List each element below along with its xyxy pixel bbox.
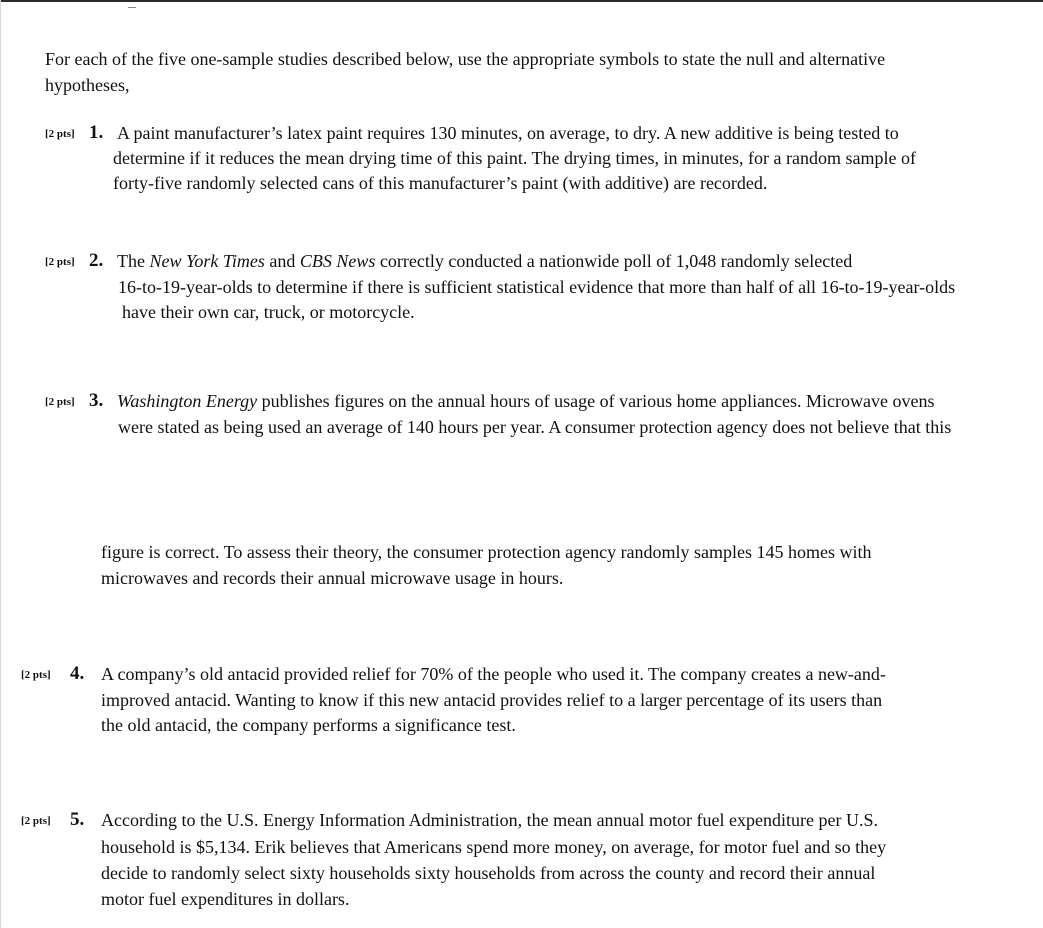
question-4-line-1: A company’s old antacid provided relief for 70% of the people who used it. The company creates a new-and- bbox=[101, 664, 886, 684]
question-1-points: [2 pts] bbox=[45, 128, 75, 140]
source-cbs-news: CBS News bbox=[299, 251, 376, 271]
instructions-line-1: For each of the five one-sample studies described below, use the appropriate symbols to state the null and alternative bbox=[45, 49, 886, 69]
question-3-line-1 bbox=[117, 389, 935, 415]
question-3-line-2: were stated as being used an average of 140 hours per year. A consumer protection agency does not believe that this bbox=[118, 417, 952, 437]
question-1-line-3: forty-five randomly selected cans of this manufacturer’s paint (with additive) are recorded. bbox=[113, 173, 768, 193]
question-2-line-1-mid: and bbox=[264, 251, 300, 271]
question-5-line-1: According to the U.S. Energy Information Administration, the mean annual motor fuel expenditure per U.S. bbox=[101, 810, 878, 830]
page-top-border bbox=[0, 0, 1043, 2]
question-2-number: 2. bbox=[89, 250, 104, 271]
source-washington-energy: Washington Energy bbox=[117, 391, 258, 411]
instructions-line-2: hypotheses, bbox=[45, 74, 130, 95]
question-2-line-1 bbox=[117, 249, 852, 275]
question-2-line-2: 16-to-19-year-olds to determine if there is sufficient statistical evidence that more than half of all 16-to-19-year-olds bbox=[118, 277, 956, 297]
question-4-line-3: the old antacid, the company performs a significance test. bbox=[101, 715, 516, 735]
question-5-line-3: decide to randomly select sixty households sixty households from across the county and record their annual bbox=[101, 863, 876, 883]
question-4-line-2: improved antacid. Wanting to know if this new antacid provides relief to a larger percentage of its users than bbox=[101, 690, 883, 710]
question-1-line-2: determine if it reduces the mean drying time of this paint. The drying times, in minutes, for a random sample of bbox=[113, 148, 916, 168]
question-1-number: 1. bbox=[89, 122, 104, 143]
question-2-points: [2 pts] bbox=[45, 256, 75, 268]
question-5-line-2: household is $5,134. Erik believes that Americans spend more money, on average, for motor fuel and so they bbox=[101, 837, 887, 857]
page-left-border bbox=[0, 0, 1, 928]
question-3-line-1-post: publishes figures on the annual hours of usage of various home appliances. Microwave ovens bbox=[257, 391, 935, 411]
question-1-line-1: A paint manufacturer’s latex paint requires 130 minutes, on average, to dry. A new additive is being tested to bbox=[117, 123, 899, 143]
question-5-number: 5. bbox=[70, 809, 85, 830]
question-3-line-3: figure is correct. To assess their theory, the consumer protection agency randomly samples 145 homes with bbox=[101, 542, 872, 562]
question-4-number: 4. bbox=[70, 663, 85, 684]
source-new-york-times: New York Times bbox=[149, 251, 265, 271]
question-3-points: [2 pts] bbox=[45, 396, 75, 408]
page-top-mark bbox=[128, 7, 136, 8]
question-3-number: 3. bbox=[89, 390, 104, 411]
question-2-line-3: have their own car, truck, or motorcycle. bbox=[122, 302, 415, 322]
question-5-line-4: motor fuel expenditures in dollars. bbox=[101, 889, 350, 909]
question-2-line-1-pre: The bbox=[117, 251, 150, 271]
question-4-points: [2 pts] bbox=[21, 669, 51, 681]
question-2-line-1-post: correctly conducted a nationwide poll of 1,048 randomly selected bbox=[375, 251, 853, 271]
instructions bbox=[45, 47, 885, 98]
question-5-points: [2 pts] bbox=[21, 815, 51, 827]
question-3-line-4: microwaves and records their annual microwave usage in hours. bbox=[101, 568, 564, 588]
